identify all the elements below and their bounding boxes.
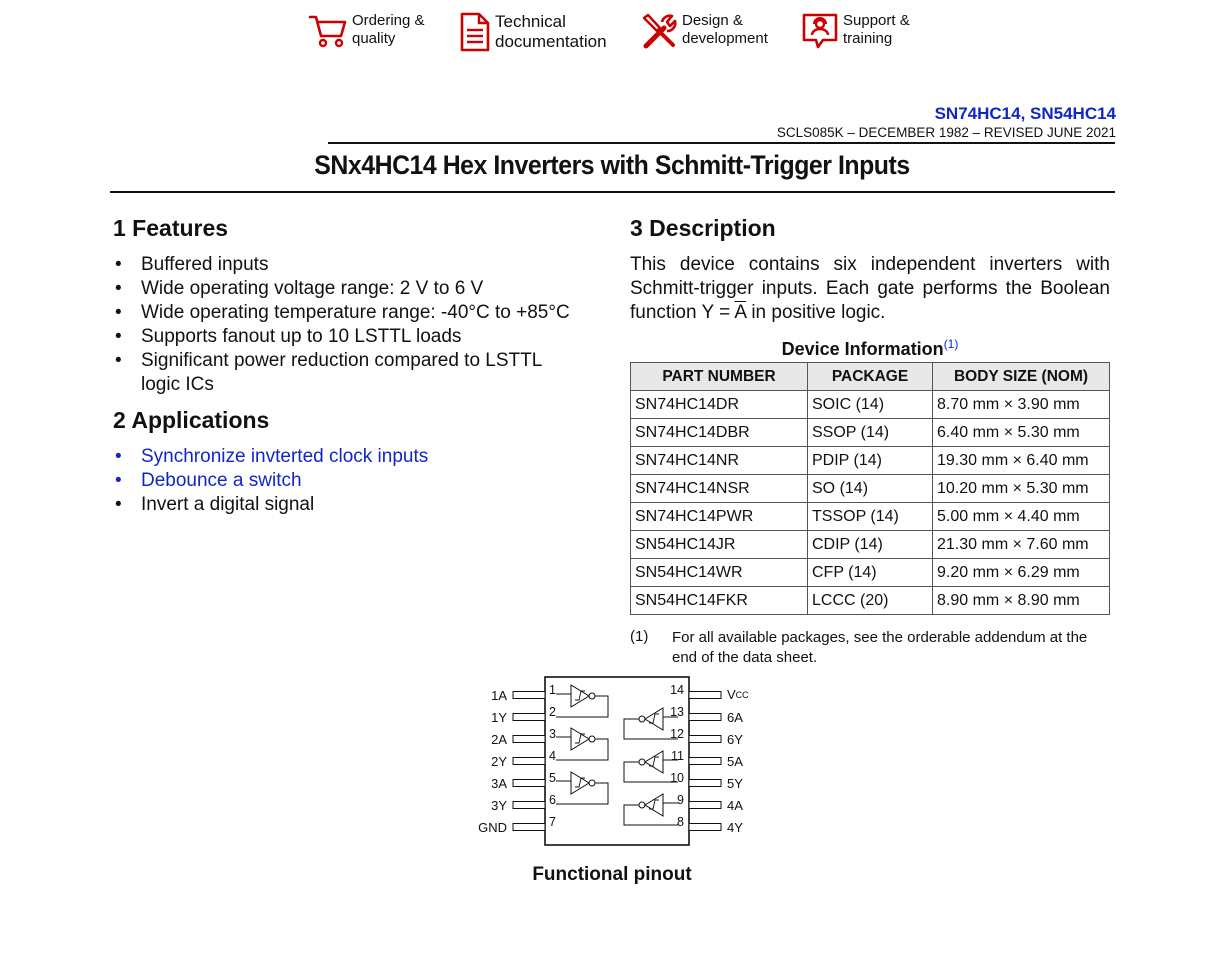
list-item: • Significant power reduction compared to LSTTL logic ICs: [113, 349, 571, 397]
list-item: • Invert a digital signal: [113, 493, 603, 517]
table-row: [631, 531, 1110, 559]
pin-number: 12: [670, 727, 684, 741]
device-info-caption-text: Device Information: [781, 339, 944, 359]
applications-heading: 2 Applications: [113, 407, 270, 433]
pin-stub: [513, 692, 545, 699]
description-text-before: This device contains six independent inverters with Schmitt-trigger inputs. Each gate performs the Boolean function Y =: [630, 254, 1110, 323]
nav-technical-label: Technical documentation: [495, 12, 607, 51]
device-info-table: [630, 362, 1110, 615]
table-cell: TSSOP (14): [808, 503, 933, 531]
right-pins: [670, 683, 743, 835]
pin-label: 3Y: [491, 798, 507, 813]
nav-support-training[interactable]: [801, 12, 910, 50]
pin-number: 4: [549, 749, 556, 763]
pin-label: 2A: [491, 732, 507, 747]
table-cell: 8.70 mm × 3.90 mm: [933, 391, 1110, 419]
list-item: • Wide operating temperature range: -40°C to +85°C: [113, 301, 603, 325]
application-link-debounce[interactable]: • Debounce a switch: [113, 469, 603, 493]
table-header-row: [631, 363, 1110, 391]
device-info-caption: [630, 337, 1110, 360]
footnote-ref-link[interactable]: (1): [943, 337, 959, 351]
pin-number: 6: [549, 793, 556, 807]
table-cell: SN74HC14PWR: [631, 503, 808, 531]
list-item: • Buffered inputs: [113, 253, 603, 277]
description-heading: 3 Description: [630, 215, 776, 241]
pin-number: 14: [670, 683, 684, 697]
document-number: SCLS085K – DECEMBER 1982 – REVISED JUNE 2021: [776, 125, 1116, 140]
nav-ordering-quality[interactable]: [308, 12, 425, 50]
pin-stub: [513, 758, 545, 765]
pin-number: 13: [670, 705, 684, 719]
vcc-main: V: [727, 687, 736, 702]
tools-icon: [640, 12, 678, 50]
pin-stub: [513, 714, 545, 721]
table-cell: 5.00 mm × 4.40 mm: [933, 503, 1110, 531]
table-cell: SO (14): [808, 475, 933, 503]
pin-number: 10: [670, 771, 684, 785]
table-cell: 9.20 mm × 6.29 mm: [933, 559, 1110, 587]
pin-number: 3: [549, 727, 556, 741]
pin-label: 3A: [491, 776, 507, 791]
features-list: [113, 253, 603, 397]
nav-design-label: Design & development: [682, 12, 768, 47]
a-bar: $\overline{A}$: [734, 302, 747, 323]
table-cell: SN54HC14FKR: [631, 587, 808, 615]
table-cell: SSOP (14): [808, 419, 933, 447]
pin-label: 4Y: [727, 820, 743, 835]
table-row: [631, 447, 1110, 475]
pin-number: 7: [549, 815, 556, 829]
column-header: PACKAGE: [808, 363, 933, 391]
table-cell: CFP (14): [808, 559, 933, 587]
column-header: PART NUMBER: [631, 363, 808, 391]
table-cell: SN54HC14JR: [631, 531, 808, 559]
pin-number: 2: [549, 705, 556, 719]
pin-number: 9: [677, 793, 684, 807]
gates-left: [556, 685, 608, 804]
pin-stub: [513, 824, 545, 831]
application-link-clock[interactable]: • Synchronize invterted clock inputs: [113, 445, 603, 469]
table-row: [631, 587, 1110, 615]
table-cell: 6.40 mm × 5.30 mm: [933, 419, 1110, 447]
pin-stub: [513, 736, 545, 743]
pin-label: 4A: [727, 798, 743, 813]
applications-list: [113, 445, 603, 517]
table-cell: 10.20 mm × 5.30 mm: [933, 475, 1110, 503]
gates-right: [624, 708, 678, 825]
pin-number: 1: [549, 683, 556, 697]
pin-stub: [689, 692, 721, 699]
table-row: [631, 391, 1110, 419]
table-row: [631, 503, 1110, 531]
table-row: [631, 559, 1110, 587]
pin-label: GND: [478, 820, 507, 835]
vcc-label: [727, 687, 749, 702]
table-cell: PDIP (14): [808, 447, 933, 475]
pin-label: 2Y: [491, 754, 507, 769]
title-rule: [110, 191, 1115, 193]
nav-design-development[interactable]: [640, 12, 768, 50]
pin-stub: [513, 802, 545, 809]
functional-pinout-diagram: [460, 672, 760, 852]
pin-label: 6A: [727, 710, 743, 725]
page-title: SNx4HC14 Hex Inverters with Schmitt-Trigger Inputs: [314, 150, 910, 180]
table-cell: SN74HC14NSR: [631, 475, 808, 503]
table-cell: SN74HC14DBR: [631, 419, 808, 447]
cart-icon: [308, 12, 348, 50]
device-info-body: [631, 391, 1110, 615]
pin-label: 1Y: [491, 710, 507, 725]
table-cell: LCCC (20): [808, 587, 933, 615]
footnote-number: (1): [630, 628, 649, 645]
list-item: • Supports fanout up to 10 LSTTL loads: [113, 325, 603, 349]
table-cell: SOIC (14): [808, 391, 933, 419]
description-text: [630, 253, 1110, 325]
features-heading: 1 Features: [113, 215, 229, 241]
column-header: BODY SIZE (NOM): [933, 363, 1110, 391]
pin-stub: [689, 780, 721, 787]
pin-label: 5Y: [727, 776, 743, 791]
pin-stub: [689, 736, 721, 743]
vcc-sub: CC: [735, 690, 749, 700]
table-cell: 21.30 mm × 7.60 mm: [933, 531, 1110, 559]
pin-label: 1A: [491, 688, 507, 703]
pin-stub: [689, 824, 721, 831]
pin-label: 6Y: [727, 732, 743, 747]
table-cell: SN54HC14WR: [631, 559, 808, 587]
description-text-after: in positive logic.: [746, 302, 886, 323]
list-item: • Wide operating voltage range: 2 V to 6 V: [113, 277, 603, 301]
pin-stub: [689, 758, 721, 765]
pin-label: 5A: [727, 754, 743, 769]
pin-stub: [513, 780, 545, 787]
support-icon: [801, 12, 839, 50]
pin-number: 8: [677, 815, 684, 829]
pin-stub: [689, 802, 721, 809]
part-numbers[interactable]: SN74HC14, SN54HC14: [934, 104, 1116, 123]
nav-technical-documentation[interactable]: [459, 12, 607, 52]
table-cell: SN74HC14NR: [631, 447, 808, 475]
pinout-caption: Functional pinout: [532, 864, 692, 885]
table-row: [631, 419, 1110, 447]
table-cell: 8.90 mm × 8.90 mm: [933, 587, 1110, 615]
table-cell: SN74HC14DR: [631, 391, 808, 419]
table-cell: 19.30 mm × 6.40 mm: [933, 447, 1110, 475]
nav-support-label: Support & training: [843, 12, 910, 47]
document-icon: [459, 12, 491, 52]
pin-number: 11: [671, 749, 684, 763]
pin-stub: [689, 714, 721, 721]
table-row: [631, 475, 1110, 503]
footnote-text: For all available packages, see the orderable addendum at the end of the data sheet.: [672, 629, 1088, 666]
package-body: [545, 677, 689, 845]
nav-ordering-label: Ordering & quality: [352, 12, 425, 47]
pin-number: 5: [549, 771, 556, 785]
table-cell: CDIP (14): [808, 531, 933, 559]
header-rule: [328, 142, 1115, 144]
